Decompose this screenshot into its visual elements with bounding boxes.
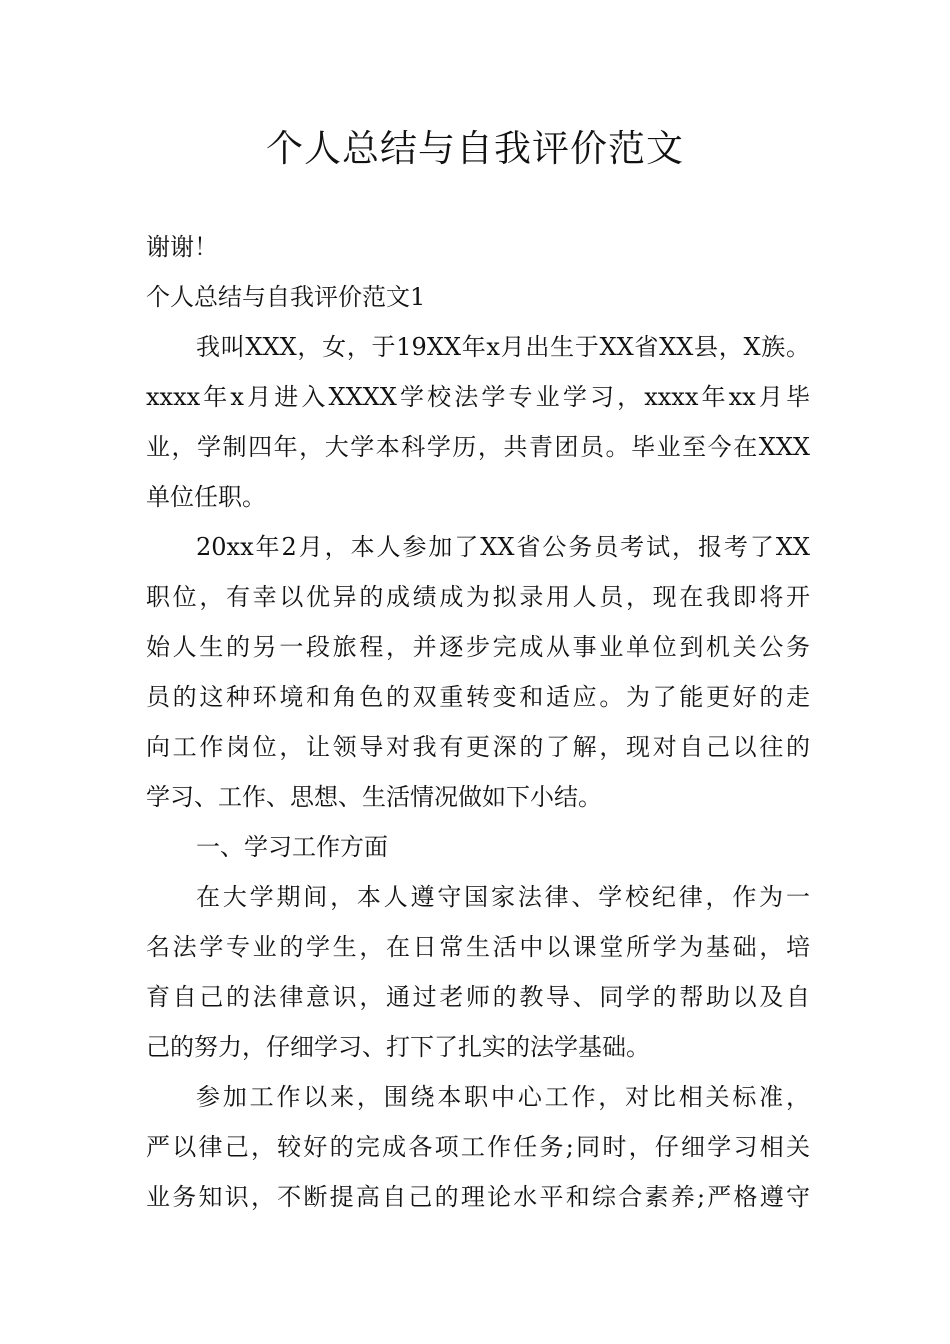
text-line: 单位任职。 [146,483,266,511]
text-line: 严以律己，较好的完成各项工作任务;同时，仔细学习相关 [146,1133,810,1161]
text-line: 参加工作以来，围绕本职中心工作，对比相关标准， [196,1083,810,1111]
text-line: 始人生的另一段旅程，并逐步完成从事业单位到机关公务 [146,633,810,661]
text-line: 向工作岗位，让领导对我有更深的了解，现对自己以往的 [146,733,810,761]
text-line: 我叫XXX，女，于19XX年x月出生于XX省XX县，X族。 [196,333,810,361]
text-line: 20xx年2月，本人参加了XX省公务员考试，报考了XX [196,533,810,561]
text-line: 己的努力，仔细学习、打下了扎实的法学基础。 [146,1033,650,1061]
document-body [146,222,810,1222]
document-title: 个人总结与自我评价范文 [266,127,684,170]
text-line: 员的这种环境和角色的双重转变和适应。为了能更好的走 [146,683,810,711]
text-line: xxxx年x月进入XXXX学校法学专业学习，xxxx年xx月毕 [146,383,810,411]
section-heading: 个人总结与自我评价范文1 [146,283,426,311]
text-line: 在大学期间，本人遵守国家法律、学校纪律，作为一 [196,883,810,911]
text-line: 业务知识，不断提高自己的理论水平和综合素养;严格遵守 [146,1183,810,1211]
text-line: 名法学专业的学生，在日常生活中以课堂所学为基础，培 [146,933,810,961]
text-line: 职位，有幸以优异的成绩成为拟录用人员，现在我即将开 [146,583,810,611]
text-line: 学习、工作、思想、生活情况做如下小结。 [146,783,602,811]
subsection-heading: 一、学习工作方面 [196,833,388,861]
text-line: 育自己的法律意识，通过老师的教导、同学的帮助以及自 [146,983,810,1011]
text-line: 业，学制四年，大学本科学历，共青团员。毕业至今在XXX [146,433,810,461]
text-line: 谢谢！ [146,233,218,261]
